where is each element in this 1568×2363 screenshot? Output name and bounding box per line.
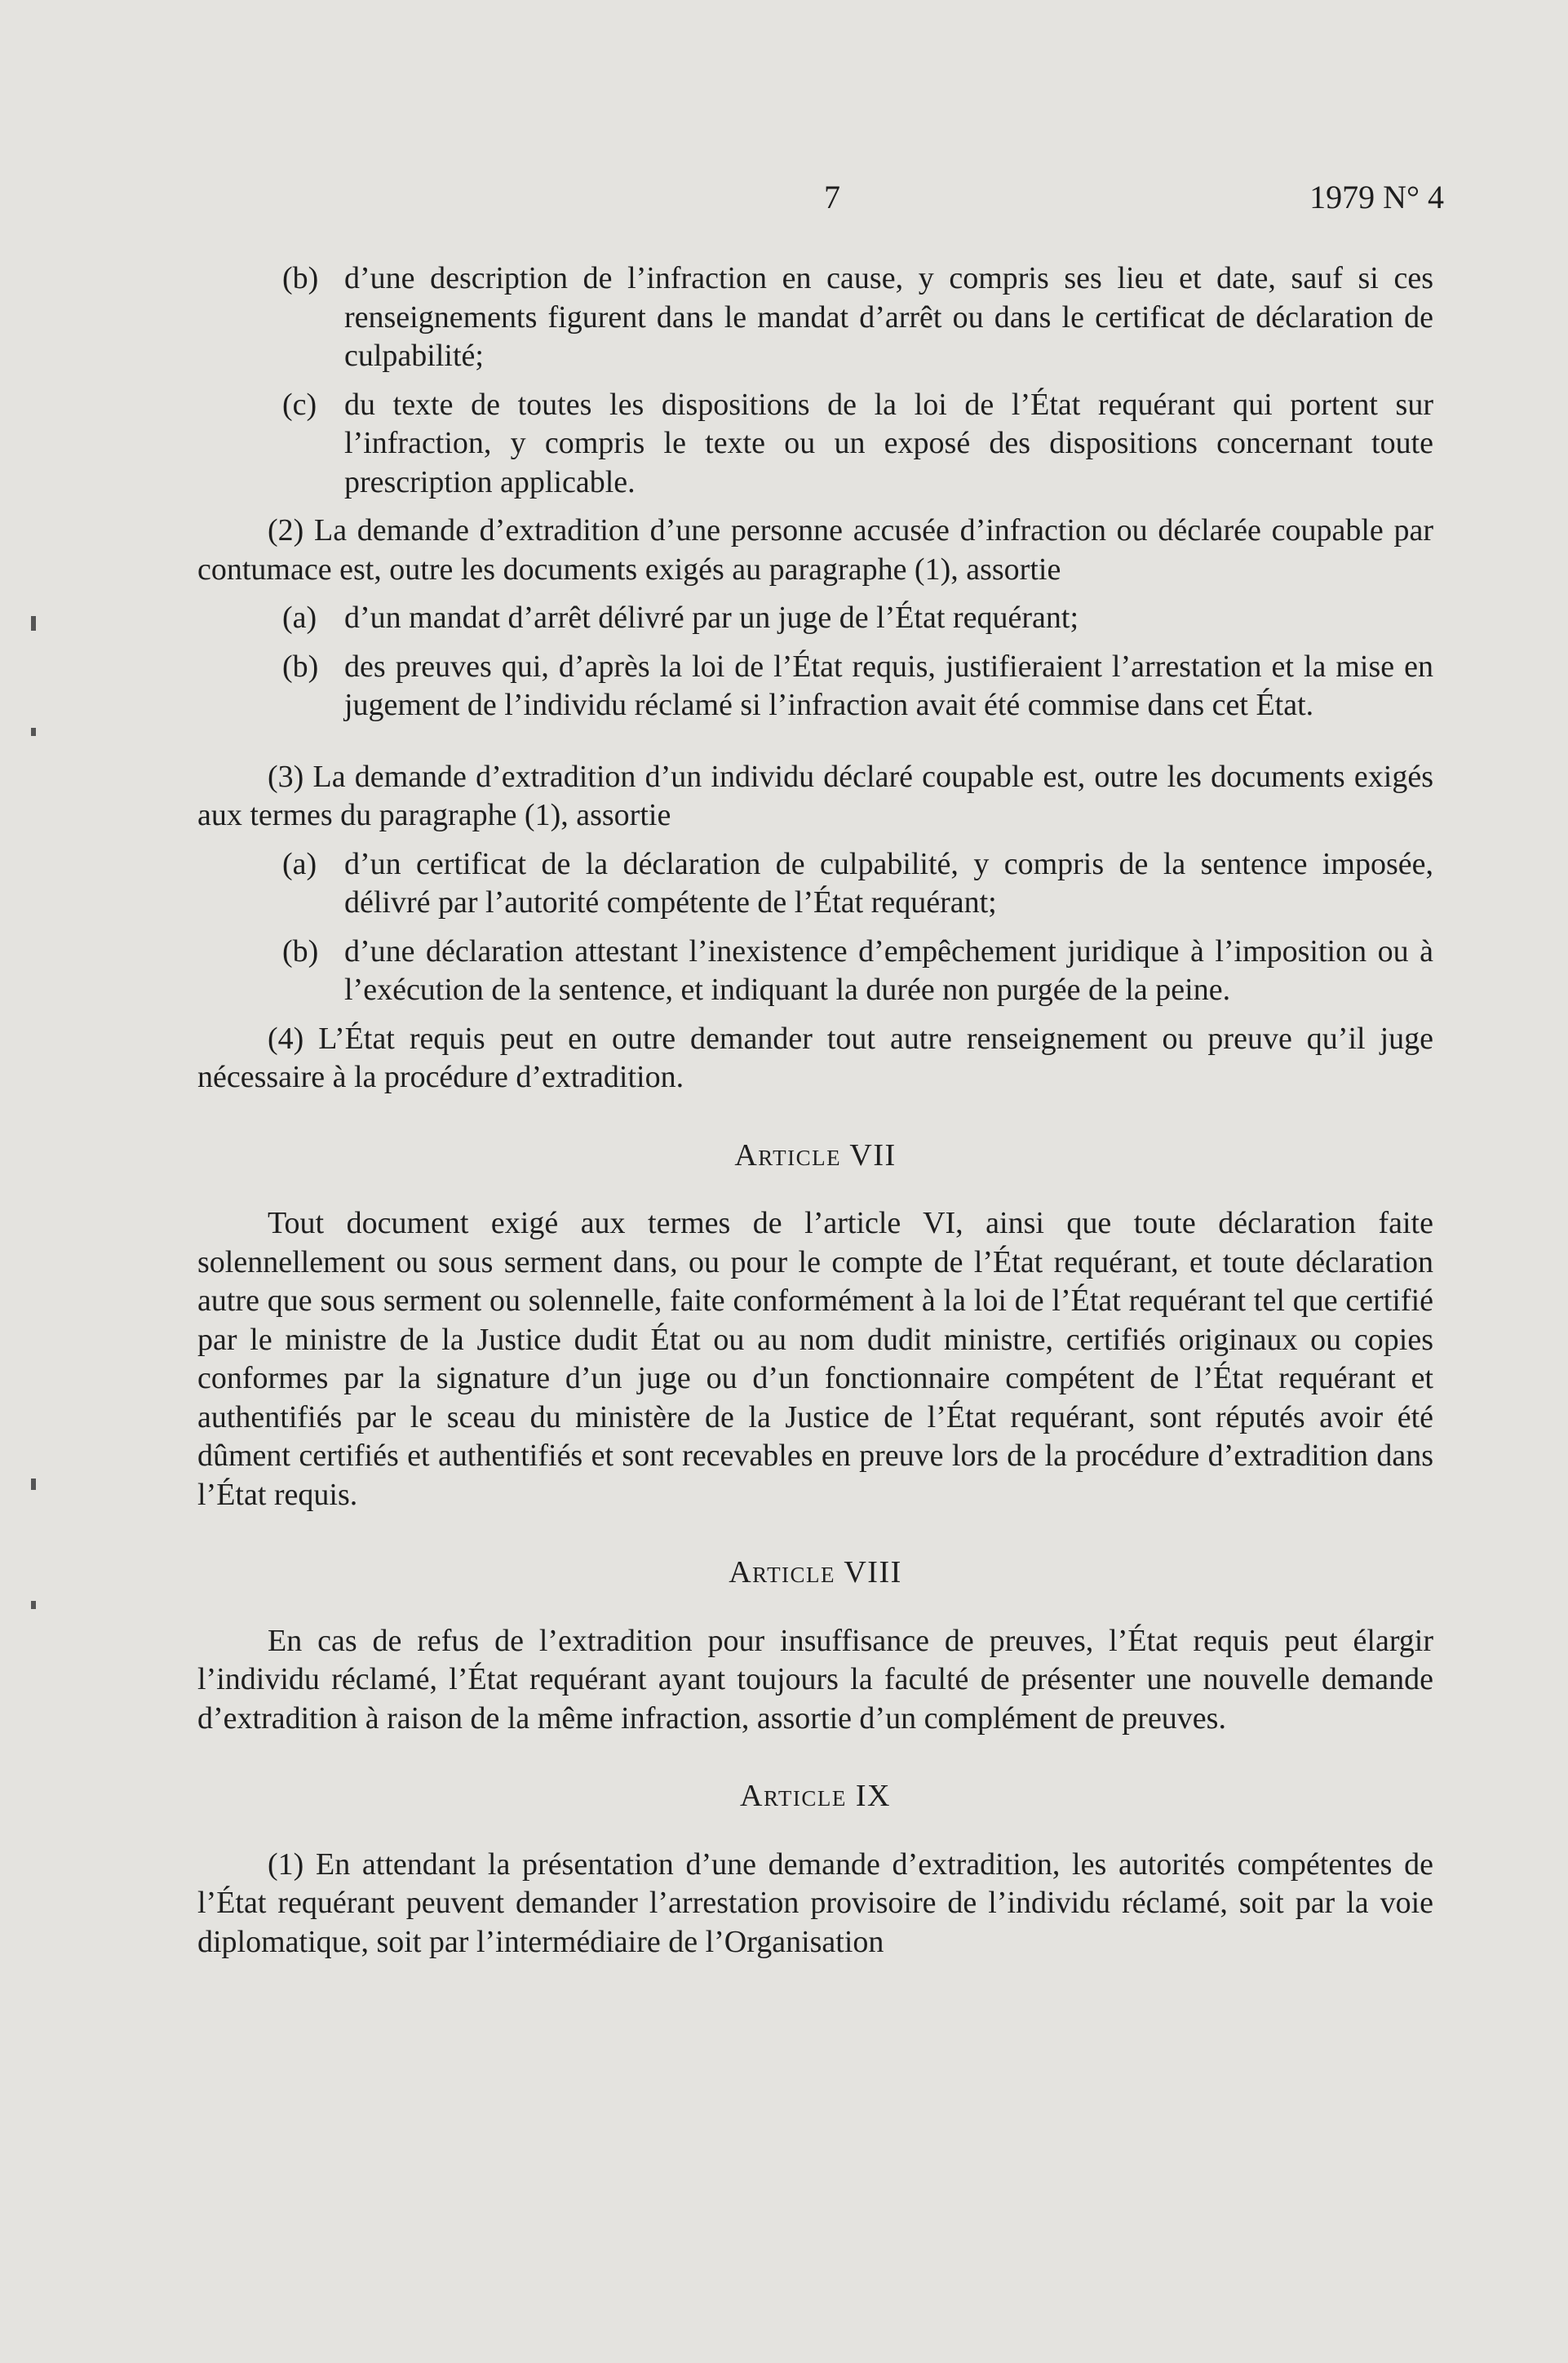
article-paragraph: En cas de refus de l’extradition pour insuffisance de preuves, l’État requis peut élargir l’individu réclamé, l’État requérant ayant toujours la faculté de présenter une nouvelle demande d’extradition à raison de la même infraction, assortie d’un complément de preuves. [197, 1623, 1433, 1736]
article-paragraph: (1) En attendant la présentation d’une demande d’extradition, les autorités compétentes de l’État requérant peuvent demander l’arrestation provisoire de l’individu réclamé, soit par la voie diplomatique, soit par l’intermédiaire de l’Organisation [197, 1847, 1433, 1959]
list-item [197, 933, 1433, 1010]
margin-mark [31, 1479, 36, 1490]
margin-mark [31, 616, 36, 631]
item-label: (a) [282, 846, 317, 881]
page-number: 7 [824, 179, 840, 215]
list-item [197, 386, 1433, 503]
margin-mark [31, 1601, 36, 1609]
item-label: (b) [282, 933, 319, 969]
item-label: (b) [282, 649, 319, 684]
item-text: du texte de toutes les dispositions de la loi de l’État requérant qui portent sur l’infraction, y compris le texte ou un exposé des dispositions concernant toute prescription applicable. [344, 387, 1433, 499]
item-text: d’un mandat d’arrêt délivré par un juge de l’État requérant; [344, 601, 1079, 635]
article-paragraph: Tout document exigé aux termes de l’article VI, ainsi que toute déclaration faite solennellement ou sous serment dans, ou pour le compte de l’État requérant, et toute déclaration autre que sous serment ou solennelle, faite conformément à la loi de l’État requérant tel que certifié par le ministre de la Justice dudit État ou au nom dudit ministre, certifiés originaux ou copies conformes par la signature d’un juge ou d’un fonctionnaire compétent de l’État requérant et authentifiés par le sceau du ministère de la Justice de l’État requérant, sont réputés avoir été dûment certifiés et authentifiés et sont recevables en preuve lors de la procédure d’extradition dans l’État requis. [197, 1206, 1433, 1512]
item-text: des preuves qui, d’après la loi de l’État requis, justifieraient l’arrestation et la mise en jugement de l’individu réclamé si l’infraction avait été commise dans cet État. [344, 649, 1433, 722]
paragraph-3: (3) La demande d’extradition d’un individu déclaré coupable est, outre les documents exigés aux termes du paragraphe (1), assortie [197, 759, 1433, 832]
list-item [197, 259, 1433, 376]
item-text: d’une description de l’infraction en cause, y compris ses lieu et date, sauf si ces renseignements figurent dans le mandat d’arrêt ou dans le certificat de déclaration de culpabilité; [344, 261, 1433, 373]
article-title: Article VII [734, 1137, 897, 1173]
item-label: (a) [282, 601, 317, 635]
paragraph-2: (2) La demande d’extradition d’une personne accusée d’infraction ou déclarée coupable par contumace est, outre les documents exigés au paragraphe (1), assortie [197, 513, 1433, 587]
item-text: d’une déclaration attestant l’inexistence d’empêchement juridique à l’imposition ou à l’exécution de la sentence, et indiquant la durée non purgée de la peine. [344, 933, 1433, 1007]
item-label: (c) [282, 387, 317, 422]
body-text [197, 259, 1433, 1971]
article-title: Article IX [740, 1779, 891, 1813]
list-item [197, 845, 1433, 923]
document-reference: 1979 N° 4 [1309, 179, 1444, 215]
article-title: Article VIII [729, 1555, 902, 1589]
list-item [197, 599, 1433, 638]
margin-mark [31, 728, 36, 736]
list-item [197, 648, 1433, 725]
item-text: d’un certificat de la déclaration de culpabilité, y compris de la sentence imposée, délivré par l’autorité compétente de l’État requérant; [344, 846, 1433, 920]
paragraph-4: (4) L’État requis peut en outre demander tout autre renseignement ou preuve qu’il juge nécessaire à la procédure d’extradition. [197, 1021, 1433, 1094]
page-header [0, 178, 1568, 227]
item-label: (b) [282, 261, 319, 295]
